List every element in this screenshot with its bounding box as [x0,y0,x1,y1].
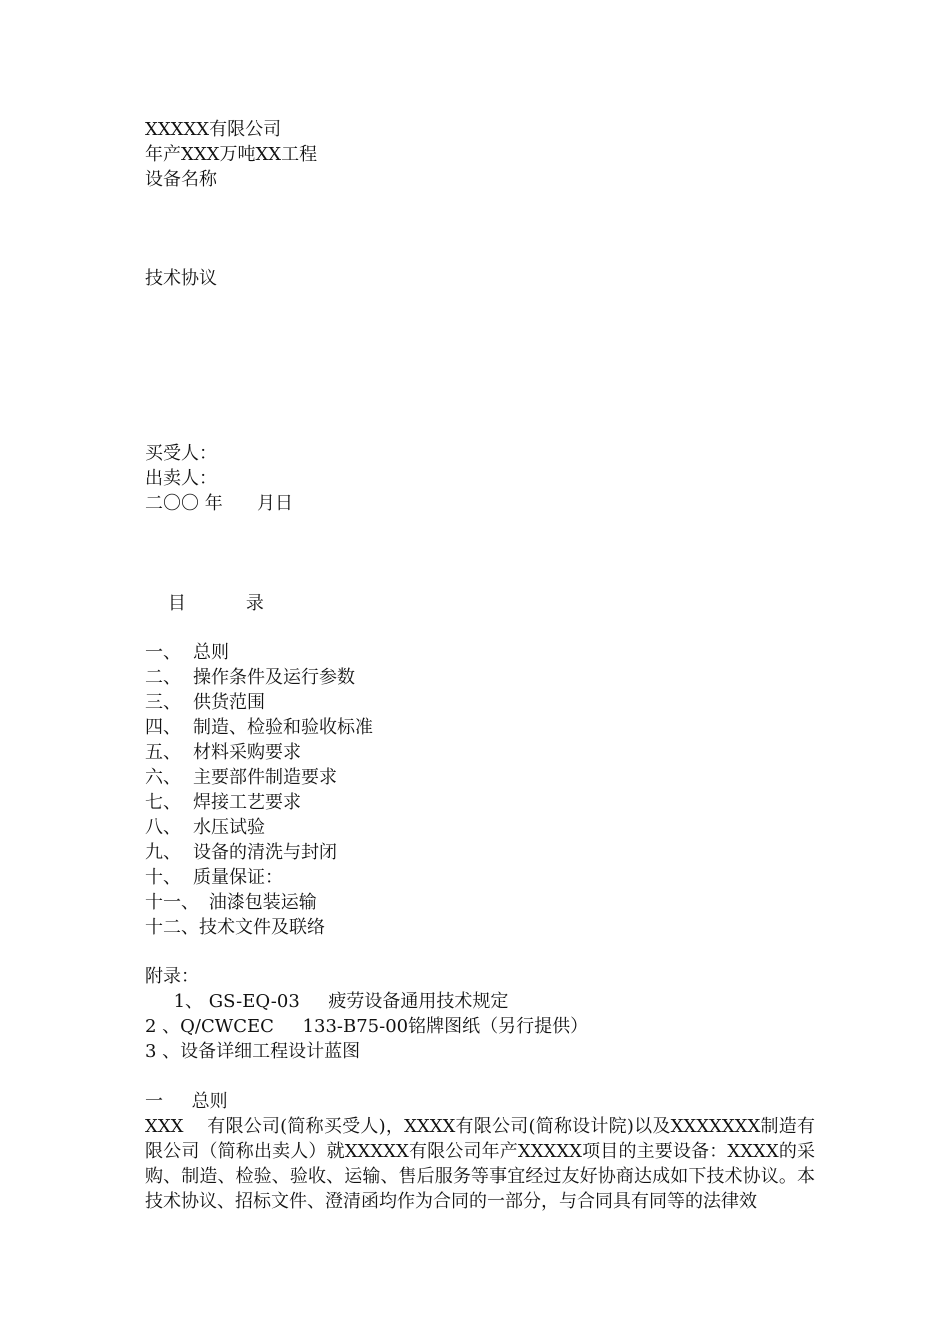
toc-heading [145,566,264,614]
appendix-item: 2 、Q/CWCEC 133-B75-00铭牌图纸（另行提供） [145,1016,589,1037]
seller-label: 出卖人： [145,468,217,489]
appendix-heading: 附录： [145,966,199,987]
appendix-item: 1、 GS-EQ-03 疲劳设备通用技术规定 [145,991,509,1012]
toc-item: 九、 设备的清洗与封闭 [145,842,337,863]
toc-item: 五、 材料采购要求 [145,742,301,763]
section-heading: 一 总则 [145,1091,228,1112]
buyer-label: 买受人： [145,443,217,464]
toc-item: 二、 操作条件及运行参数 [145,667,355,688]
toc-item: 六、 主要部件制造要求 [145,767,337,788]
equipment-name: 设备名称 [145,169,217,190]
toc-item: 十一、 油漆包装运输 [145,892,317,913]
toc-item: 十二、技术文件及联络 [145,917,325,938]
date-line: 二〇〇 年 月日 [145,493,294,514]
toc-item: 七、 焊接工艺要求 [145,792,301,813]
document-title: 技术协议 [145,268,217,289]
toc-heading-left: 目 [167,593,186,614]
toc-item: 三、 供货范围 [145,692,265,713]
toc-item: 一、 总则 [145,642,229,663]
project-name: 年产XXX万吨XX工程 [145,144,318,165]
toc-item: 十、 质量保证： [145,867,283,888]
toc-heading-right: 录 [245,593,264,614]
toc-item: 四、 制造、检验和验收标准 [145,717,373,738]
section-body: XXX 有限公司(简称买受人)，XXXX有限公司(简称设计院)以及XXXXXXX制造有限公司（简称出卖人）就XXXXX有限公司年产XXXXX项目的主要设备：XXXX的采购、制造、检验、验收、运输、售后服务等事宜经过友好协商达成如下技术协议。本技术协议、招标文件、澄清函均作为合同的一部分，与合同具有同等的法律效 [145,1116,815,1212]
company-name: XXXXX有限公司 [145,119,282,140]
toc-item: 八、 水压试验 [145,817,265,838]
appendix-item: 3 、设备详细工程设计蓝图 [145,1041,361,1062]
